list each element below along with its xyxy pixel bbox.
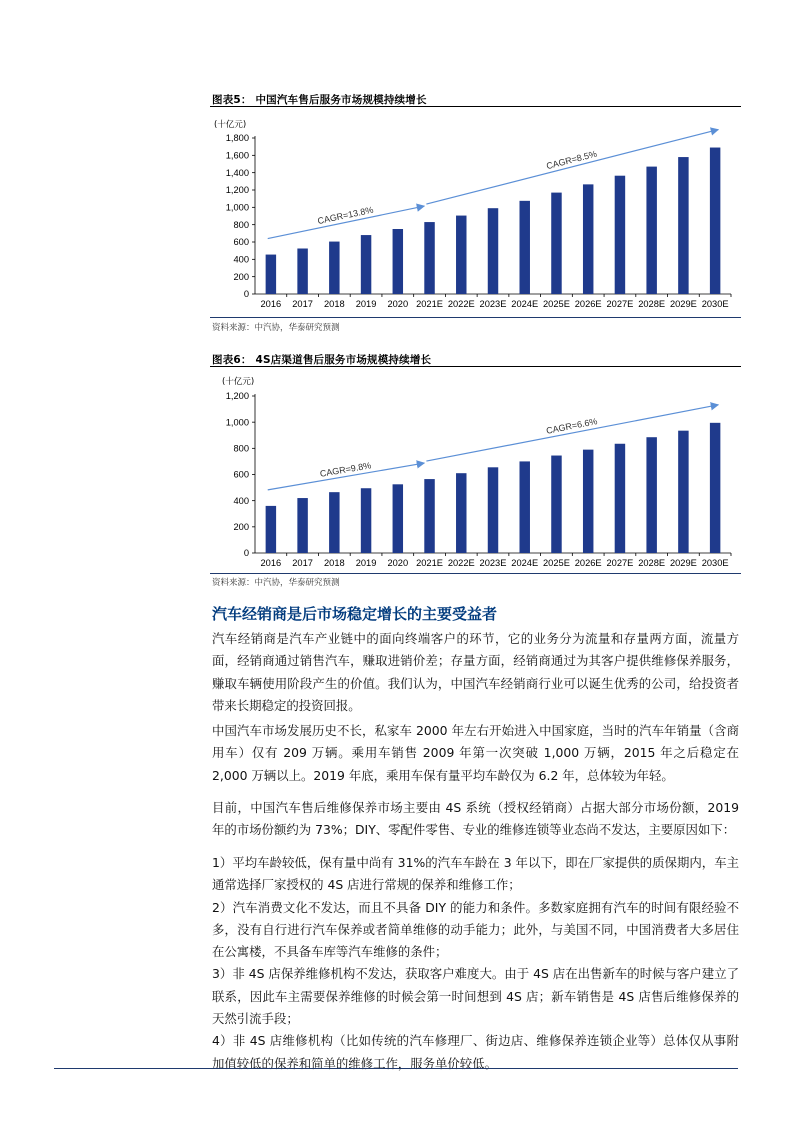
x-tick-label: 2025E	[543, 558, 570, 568]
bar	[424, 479, 434, 553]
reason-item-1: 1）平均车龄较低，保有量中尚有 31%的汽车车龄在 3 年以下，即在厂家提供的质保期内，车主通常选择厂家授权的 4S 店进行常规的保养和维修工作；	[212, 855, 739, 893]
x-tick-label: 2017	[292, 558, 313, 568]
y-tick-label: 400	[233, 495, 249, 506]
x-tick-label: 2022E	[447, 558, 475, 568]
reason-item-3: 3）非 4S 店保养维修机构不发达，获取客户难度大。由于 4S 店在出售新车的时候与客户建立了联系，因此车主需要保养维修的时候会第一时间想到 4S 店；新车销售是 4S 店售后维修保养的天然引流手段；	[212, 966, 739, 1027]
figure6-unit: (十亿元)	[222, 377, 255, 387]
paragraph-1-text: 汽车经销商是汽车产业链中的面向终端客户的环节，它的业务分为流量和存量两方面，流量方面，经销商通过销售汽车，赚取进销价差；存量方面，经销商通过为其客户提供维修保养服务，赚取车辆使用阶段产生的价值。我们认为，中国汽车经销商行业可以诞生优秀的公司，给投资者带来长期稳定的投资回报。	[212, 631, 739, 713]
x-tick-label: 2018	[323, 558, 345, 568]
bar	[361, 488, 371, 553]
y-tick-label: 1,000	[225, 202, 249, 213]
y-tick-label: 600	[233, 469, 249, 480]
x-tick-label: 2016	[260, 558, 282, 568]
x-tick-label: 2026E	[574, 558, 602, 568]
figure6-bar-chart	[208, 386, 740, 576]
bar	[266, 255, 276, 294]
bar	[710, 148, 720, 294]
bar	[646, 167, 656, 294]
x-tick-label: 2020	[387, 558, 409, 568]
cagr-label: CAGR=6.6%	[545, 416, 599, 436]
x-tick-label: 2017	[292, 299, 313, 309]
bar	[583, 184, 593, 294]
bar	[329, 492, 339, 553]
figure6-top-rule	[210, 366, 741, 367]
cagr-arrow	[426, 130, 718, 205]
x-tick-label: 2023E	[479, 299, 507, 309]
bar	[678, 157, 688, 294]
x-tick-label: 2021E	[416, 558, 443, 568]
x-tick-label: 2028E	[638, 299, 666, 309]
footer-rule	[54, 1068, 738, 1069]
reasons-list	[212, 852, 739, 1075]
bar	[583, 450, 593, 553]
y-tick-label: 200	[233, 271, 249, 282]
bar	[266, 506, 276, 553]
section-title: 汽车经销商是后市场稳定增长的主要受益者	[212, 605, 498, 623]
x-tick-label: 2027E	[606, 558, 634, 568]
figure5-bottom-rule	[210, 317, 741, 318]
figure5-title: 图表5： 中国汽车售后服务市场规模持续增长	[212, 94, 427, 106]
bar	[551, 193, 561, 294]
y-tick-label: 800	[233, 443, 249, 454]
reason-item-4: 4）非 4S 店维修机构（比如传统的汽车修理厂、街边店、维修保养连锁企业等）总体仅从事附加值较低的保养和简单的维修工作，服务单价较低。	[212, 1033, 739, 1071]
y-tick-label: 1,200	[225, 391, 249, 402]
bar	[393, 229, 403, 294]
x-tick-label: 2024E	[511, 558, 539, 568]
x-tick-label: 2025E	[543, 299, 570, 309]
y-tick-label: 200	[233, 522, 249, 533]
figure5-top-rule	[210, 106, 741, 107]
x-tick-label: 2022E	[447, 299, 475, 309]
figure6-source: 资料来源：中汽协，华泰研究预测	[212, 578, 340, 588]
cagr-label: CAGR=9.8%	[319, 460, 372, 479]
paragraph-1	[212, 628, 739, 717]
cagr-label: CAGR=13.8%	[316, 204, 375, 227]
bar	[678, 431, 688, 553]
x-tick-label: 2027E	[606, 299, 634, 309]
x-tick-label: 2024E	[511, 299, 539, 309]
figure5-source: 资料来源：中汽协，华泰研究预测	[212, 323, 340, 333]
y-tick-label: 1,600	[225, 150, 249, 161]
paragraph-2-text: 中国汽车市场发展历史不长，私家车 2000 年左右开始进入中国家庭，当时的汽车年销量（含商用车）仅有 209 万辆。乘用车销售 2009 年第一次突破 1,000 万辆，2015 年之后稳定在 2,000 万辆以上。2019 年底，乘用车保有量平均车龄仅为 6.2 年，总体较为年轻。	[212, 723, 739, 783]
x-tick-label: 2021E	[416, 299, 443, 309]
bar	[488, 467, 498, 553]
figure6-bottom-rule	[210, 573, 741, 574]
x-tick-label: 2029E	[669, 558, 697, 568]
y-tick-label: 1,000	[225, 417, 249, 428]
y-tick-label: 400	[233, 254, 249, 265]
paragraph-3-text: 目前，中国汽车售后维修保养市场主要由 4S 系统（授权经销商）占据大部分市场份额，2019 年的市场份额约为 73%；DIY、零配件零售、专业的维修连锁等业态尚不发达，主要原因如下：	[212, 800, 739, 838]
x-tick-label: 2023E	[479, 558, 507, 568]
cagr-label: CAGR=8.5%	[545, 148, 598, 172]
x-tick-label: 2016	[260, 299, 282, 309]
x-tick-label: 2030E	[701, 299, 729, 309]
bar	[519, 461, 529, 553]
y-tick-label: 1,200	[225, 185, 249, 196]
y-tick-label: 1,800	[225, 133, 249, 144]
y-tick-label: 1,400	[225, 167, 249, 178]
bar	[615, 444, 625, 553]
x-tick-label: 2020	[387, 299, 409, 309]
y-tick-label: 800	[233, 219, 249, 230]
x-tick-label: 2019	[355, 558, 377, 568]
bar	[297, 498, 307, 553]
bar	[456, 473, 466, 553]
paragraph-3	[212, 797, 739, 842]
y-tick-label: 0	[243, 289, 249, 300]
bar	[551, 456, 561, 553]
bar	[393, 484, 403, 553]
cagr-arrow	[426, 405, 718, 461]
bar	[646, 437, 656, 553]
bar	[297, 249, 307, 295]
y-tick-label: 0	[243, 548, 249, 559]
figure5-bar-chart	[208, 128, 740, 318]
bar	[519, 201, 529, 294]
y-tick-label: 600	[233, 237, 249, 248]
x-tick-label: 2019	[355, 299, 377, 309]
x-tick-label: 2028E	[638, 558, 666, 568]
x-tick-label: 2026E	[574, 299, 602, 309]
paragraph-2	[212, 720, 739, 787]
bar	[615, 176, 625, 294]
bar	[710, 423, 720, 553]
figure5-unit: (十亿元)	[214, 120, 247, 130]
x-tick-label: 2029E	[669, 299, 697, 309]
bar	[329, 242, 339, 294]
x-tick-label: 2030E	[701, 558, 729, 568]
figure6-title: 图表6： 4S店渠道售后服务市场规模持续增长	[212, 354, 432, 366]
bar	[488, 208, 498, 294]
bar	[361, 235, 371, 294]
bar	[456, 216, 466, 294]
bar	[424, 222, 434, 294]
reason-item-2: 2）汽车消费文化不发达，而且不具备 DIY 的能力和条件。多数家庭拥有汽车的时间有限经验不多，没有自行进行汽车保养或者简单维修的动手能力；此外，与美国不同，中国消费者大多居住在公寓楼，不具备车库等汽车维修的条件；	[212, 899, 739, 960]
x-tick-label: 2018	[323, 299, 345, 309]
